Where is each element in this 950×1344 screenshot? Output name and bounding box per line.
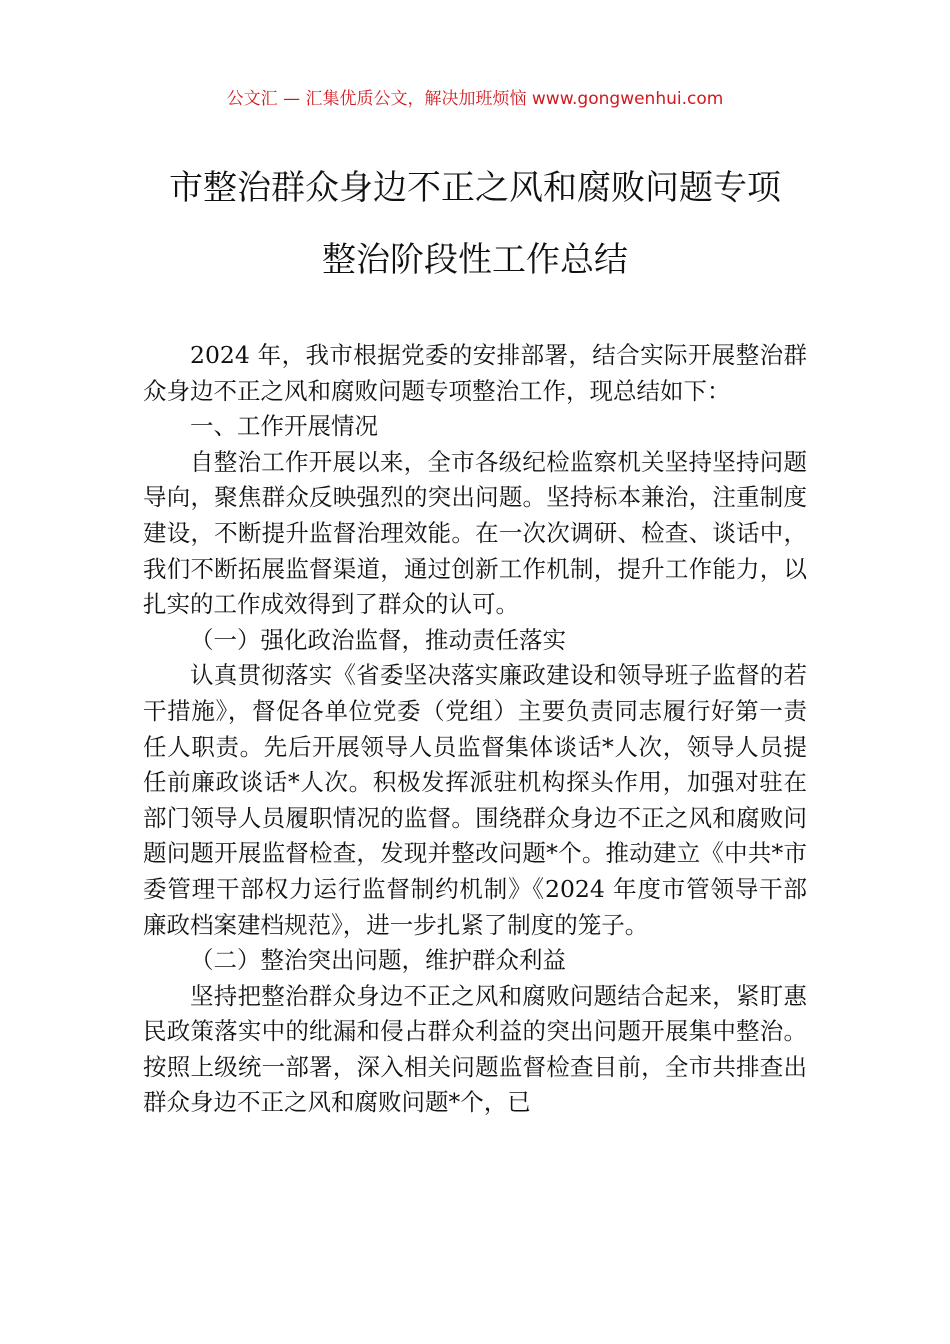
subsection-heading-1: （一）强化政治监督，推动责任落实 (190, 625, 566, 654)
title-line-2: 整治阶段性工作总结 (322, 240, 628, 280)
title-line-1: 市整治群众身边不正之风和腐败问题专项 (169, 168, 781, 208)
body-paragraph: 坚持把整治群众身边不正之风和腐败问题结合起来，紧盯惠民政策落实中的纰漏和侵占群众利益的突出问题开展集中整治。按照上级统一部署，深入相关问题监督检查目前，全市共排查出群众身边不正之风和腐败问题*个，已 (143, 981, 807, 1117)
subsection-heading-2: （二）整治突出问题，维护群众利益 (190, 946, 566, 975)
section-heading-1: 一、工作开展情况 (190, 412, 378, 441)
intro-paragraph: 2024 年，我市根据党委的安排部署，结合实际开展整治群众身边不正之风和腐败问题专项整治工作，现总结如下： (143, 341, 807, 405)
body-paragraph: 自整治工作开展以来，全市各级纪检监察机关坚持坚持问题导向，聚焦群众反映强烈的突出问题。坚持标本兼治，注重制度建设，不断提升监督治理效能。在一次次调研、检查、谈话中，我们不断拓展监督渠道，通过创新工作机制，提升工作能力，以扎实的工作成效得到了群众的认可。 (143, 447, 807, 619)
header-banner: 公文汇 — 汇集优质公文，解决加班烦恼 www.gongwenhui.com (226, 89, 724, 109)
document-title (120, 152, 830, 296)
body-paragraph: 认真贯彻落实《省委坚决落实廉政建设和领导班子监督的若干措施》，督促各单位党委（党组）主要负责同志履行好第一责任人职责。先后开展领导人员监督集体谈话*人次，领导人员提任前廉政谈话*人次。积极发挥派驻机构探头作用，加强对驻在部门领导人员履职情况的监督。围绕群众身边不正之风和腐败问题问题开展监督检查，发现并整改问题*个。推动建立《中共*市委管理干部权力运行监督制约机制》《2024 年度市管领导干部廉政档案建档规范》，进一步扎紧了制度的笼子。 (143, 661, 807, 939)
document-body (143, 338, 807, 1121)
